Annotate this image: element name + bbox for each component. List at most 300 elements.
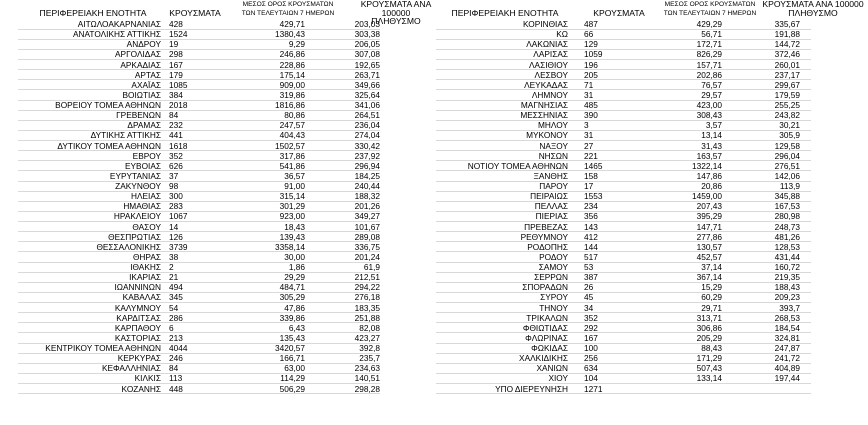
per-100000-value: 298,28 — [354, 383, 380, 394]
per-100000-value: 160,72 — [774, 262, 800, 272]
region-name: ΙΚΑΡΙΑΣ — [129, 272, 161, 283]
table-row — [18, 353, 438, 363]
cases-value: 412 — [584, 231, 598, 242]
per-100000-value: 276,18 — [354, 292, 380, 303]
region-name: ΚΑΛΥΜΝΟΥ — [114, 302, 161, 313]
per-100000-value: 423,27 — [354, 332, 380, 343]
per-100000-value: 341,06 — [354, 100, 380, 110]
table-row — [436, 333, 866, 343]
table-row — [18, 262, 438, 272]
header-cases: ΚΡΟΥΣΜΑΤΑ — [593, 8, 645, 18]
average-7day-value: 395,29 — [696, 211, 722, 222]
cases-value: 158 — [584, 170, 598, 181]
table-row — [18, 120, 438, 130]
header-region: ΠΕΡΙΦΕΡΕΙΑΚΗ ΕΝΟΤΗΤΑ — [451, 8, 559, 18]
table-row — [436, 242, 866, 252]
average-7day-value: 429,71 — [279, 19, 305, 29]
average-7day-value: 18,43 — [284, 221, 305, 232]
cases-value: 21 — [169, 272, 179, 283]
cases-value: 234 — [584, 201, 598, 212]
average-7day-value: 228,86 — [279, 59, 305, 70]
per-100000-value: 236,04 — [354, 120, 380, 131]
average-7day-value: 29,57 — [701, 89, 722, 100]
region-name: ΤΡΙΚΑΛΩΝ — [526, 312, 568, 323]
per-100000-value: 289,08 — [354, 231, 380, 242]
cases-value: 38 — [169, 251, 179, 262]
header-region: ΠΕΡΙΦΕΡΕΙΑΚΗ ΕΝΟΤΗΤΑ — [39, 8, 147, 18]
per-100000-value: 345,88 — [774, 191, 800, 202]
region-name: ΝΗΣΩΝ — [538, 150, 568, 161]
average-7day-value: 139,43 — [279, 231, 305, 242]
average-7day-value: 313,71 — [696, 312, 722, 323]
table-row — [436, 19, 866, 29]
cases-value: 144 — [584, 241, 598, 252]
table-row — [436, 110, 866, 120]
average-7day-value: 63,00 — [284, 363, 305, 374]
table-row — [18, 201, 438, 211]
table-row — [18, 282, 438, 292]
average-7day-value: 367,14 — [696, 272, 722, 283]
average-7day-value: 909,00 — [279, 79, 305, 90]
region-name: ΖΑΚΥΝΘΟΥ — [115, 181, 161, 191]
region-name: ΚΕΦΑΛΛΗΝΙΑΣ — [101, 363, 161, 374]
region-name: ΚΟΡΙΝΘΙΑΣ — [523, 19, 568, 29]
header-cases: ΚΡΟΥΣΜΑΤΑ — [169, 8, 221, 18]
table-row — [436, 60, 866, 70]
cases-value: 1059 — [584, 49, 603, 60]
average-7day-value: 305,29 — [279, 292, 305, 303]
cases-value: 126 — [169, 231, 183, 242]
average-7day-value: 37,14 — [701, 262, 722, 272]
per-100000-value: 349,66 — [354, 79, 380, 90]
per-100000-value: 188,32 — [354, 191, 380, 202]
table-row — [18, 70, 438, 80]
row-divider — [18, 393, 380, 394]
header-7day-average — [658, 1, 762, 18]
region-name: ΒΟΙΩΤΙΑΣ — [122, 89, 161, 100]
table-row — [436, 313, 866, 323]
region-name: ΛΑΣΙΘΙΟΥ — [529, 59, 568, 70]
region-name: ΤΗΝΟΥ — [539, 302, 568, 313]
cases-value: 4044 — [169, 343, 188, 353]
per-100000-value: 61,9 — [363, 262, 380, 272]
average-7day-value: 826,29 — [696, 49, 722, 60]
region-name: ΕΥΒΟΙΑΣ — [124, 160, 161, 171]
cases-value: 441 — [169, 130, 183, 141]
region-name: ΛΕΥΚΑΔΑΣ — [524, 79, 568, 90]
per-100000-value: 235,7 — [359, 353, 380, 364]
region-name: ΚΑΣΤΟΡΙΑΣ — [114, 332, 161, 343]
cases-value: 167 — [584, 332, 598, 343]
table-row — [436, 80, 866, 90]
table-row — [436, 222, 866, 232]
average-7day-value: 423,00 — [696, 100, 722, 110]
region-name: ΧΙΟΥ — [548, 373, 568, 384]
average-7day-value: 3420,57 — [275, 343, 305, 353]
table-row — [436, 292, 866, 302]
table-row — [436, 161, 866, 171]
average-7day-value: 484,71 — [279, 282, 305, 293]
header-per-100000-line2: ΠΛΗΘΥΣΜΟ — [371, 16, 421, 26]
header-7day-average-line1: ΜΕΣΟΣ ΟΡΟΣ ΚΡΟΥΣΜΑΤΩΝ — [664, 1, 756, 8]
table-row — [18, 29, 438, 39]
per-100000-value: 240,44 — [354, 181, 380, 191]
per-100000-value: 349,27 — [354, 211, 380, 222]
per-100000-value: 305,9 — [779, 130, 800, 141]
cases-value: 448 — [169, 383, 183, 394]
cases-value: 352 — [169, 150, 183, 161]
region-name: ΘΗΡΑΣ — [132, 251, 161, 262]
region-name: ΑΝΑΤΟΛΙΚΗΣ ΑΤΤΙΚΗΣ — [72, 29, 161, 40]
region-name: ΜΥΚΟΝΟΥ — [526, 130, 568, 141]
cases-value: 167 — [169, 59, 183, 70]
average-7day-value: 506,29 — [279, 383, 305, 394]
per-100000-value: 336,75 — [354, 241, 380, 252]
region-name: ΛΗΜΝΟΥ — [531, 89, 568, 100]
per-100000-value: 203,03 — [354, 19, 380, 29]
region-name: ΛΑΚΩΝΙΑΣ — [526, 39, 568, 50]
per-100000-value: 184,25 — [354, 170, 380, 181]
cases-value: 1465 — [584, 160, 603, 171]
average-7day-value: 157,71 — [696, 59, 722, 70]
table-row — [436, 252, 866, 262]
table-row — [436, 49, 866, 59]
header-per-100000-line2: ΠΛΗΘΥΣΜΟ — [788, 7, 838, 18]
per-100000-value: 167,53 — [774, 201, 800, 212]
per-100000-value: 325,64 — [354, 89, 380, 100]
per-100000-value: 268,53 — [774, 312, 800, 323]
average-7day-value: 507,43 — [696, 363, 722, 374]
per-100000-value: 101,67 — [354, 221, 380, 232]
cases-value: 1524 — [169, 29, 188, 40]
table-row — [18, 313, 438, 323]
cases-value: 1553 — [584, 191, 603, 202]
average-7day-value: 339,86 — [279, 312, 305, 323]
cases-value: 487 — [584, 19, 598, 29]
cases-value: 256 — [584, 353, 598, 364]
cases-value: 356 — [584, 211, 598, 222]
table-row — [436, 272, 866, 282]
per-100000-value: 191,88 — [774, 29, 800, 40]
region-name: ΒΟΡΕΙΟΥ ΤΟΜΕΑ ΑΘΗΝΩΝ — [55, 100, 161, 110]
table-row — [18, 303, 438, 313]
per-100000-value: 260,01 — [774, 59, 800, 70]
region-name: ΥΠΟ ΔΙΕΡΕΥΝΗΣΗ — [495, 383, 568, 394]
table-row — [18, 252, 438, 262]
cases-value: 626 — [169, 160, 183, 171]
per-100000-value: 219,35 — [774, 272, 800, 283]
cases-value: 205 — [584, 69, 598, 80]
table-row — [436, 373, 866, 383]
region-name: ΚΕΝΤΡΙΚΟΥ ΤΟΜΕΑ ΑΘΗΝΩΝ — [45, 343, 161, 353]
average-7day-value: 452,57 — [696, 251, 722, 262]
average-7day-value: 172,71 — [696, 39, 722, 50]
region-name: ΑΝΔΡΟΥ — [126, 39, 161, 50]
region-name: ΡΟΔΟΥ — [539, 251, 568, 262]
per-100000-value: 183,35 — [354, 302, 380, 313]
region-name: ΗΜΑΘΙΑΣ — [123, 201, 161, 212]
cases-value: 384 — [169, 89, 183, 100]
average-7day-value: 36,57 — [284, 170, 305, 181]
average-7day-value: 301,29 — [279, 201, 305, 212]
region-name: ΘΕΣΣΑΛΟΝΙΚΗΣ — [96, 241, 161, 252]
average-7day-value: 88,43 — [701, 343, 722, 353]
per-100000-value: 82,08 — [359, 322, 380, 333]
average-7day-value: 147,71 — [696, 221, 722, 232]
average-7day-value: 30,00 — [284, 251, 305, 262]
per-100000-value: 243,82 — [774, 110, 800, 121]
average-7day-value: 205,29 — [696, 332, 722, 343]
per-100000-value: 255,25 — [774, 100, 800, 110]
cases-value: 98 — [169, 181, 179, 191]
average-7day-value: 20,86 — [701, 181, 722, 191]
table-row — [18, 141, 438, 151]
cases-value: 387 — [584, 272, 598, 283]
average-7day-value: 1,86 — [288, 262, 305, 272]
cases-value: 66 — [584, 29, 594, 40]
table-row — [18, 60, 438, 70]
cases-value: 485 — [584, 100, 598, 110]
average-7day-value: 1380,43 — [275, 29, 305, 40]
cases-value: 31 — [584, 130, 594, 141]
per-100000-value: 237,92 — [354, 150, 380, 161]
cases-value: 17 — [584, 181, 594, 191]
average-7day-value: 171,29 — [696, 353, 722, 364]
average-7day-value: 76,57 — [701, 79, 722, 90]
region-name: ΠΕΛΛΑΣ — [534, 201, 568, 212]
average-7day-value: 306,86 — [696, 322, 722, 333]
average-7day-value: 130,57 — [696, 241, 722, 252]
region-name: ΗΛΕΙΑΣ — [130, 191, 161, 202]
table-row — [18, 161, 438, 171]
header-per-100000-line1: ΚΡΟΥΣΜΑΤΑ ΑΝΑ 100000 — [762, 0, 864, 9]
table-row — [18, 191, 438, 201]
table-row — [18, 323, 438, 333]
per-100000-value: 142,06 — [774, 170, 800, 181]
cases-value: 37 — [169, 170, 179, 181]
per-100000-value: 431,44 — [774, 251, 800, 262]
cases-value: 6 — [169, 322, 174, 333]
average-7day-value: 29,71 — [701, 302, 722, 313]
cases-value: 3 — [584, 120, 589, 131]
per-100000-value: 188,43 — [774, 282, 800, 293]
average-7day-value: 246,86 — [279, 49, 305, 60]
average-7day-value: 3,57 — [705, 120, 722, 131]
per-100000-value: 404,89 — [774, 363, 800, 374]
table-row — [436, 232, 866, 242]
right-table-body — [436, 19, 866, 394]
average-7day-value: 923,00 — [279, 211, 305, 222]
table-row — [436, 70, 866, 80]
region-name: ΜΗΛΟΥ — [538, 120, 568, 131]
average-7day-value: 163,57 — [696, 150, 722, 161]
table-row — [436, 343, 866, 353]
average-7day-value: 1322,14 — [692, 160, 722, 171]
region-name: ΑΡΚΑΔΙΑΣ — [120, 59, 161, 70]
table-row — [436, 384, 866, 394]
average-7day-value: 147,86 — [696, 170, 722, 181]
table-row — [18, 343, 438, 353]
header-per-100000-line1: ΚΡΟΥΣΜΑΤΑ ΑΝΑ 100000 — [360, 0, 432, 18]
right-table — [436, 0, 866, 394]
average-7day-value: 9,29 — [288, 39, 305, 50]
per-100000-value: 113,9 — [779, 181, 800, 191]
region-name: ΜΑΓΝΗΣΙΑΣ — [520, 100, 568, 110]
region-name: ΡΟΔΟΠΗΣ — [527, 241, 568, 252]
per-100000-value: 179,59 — [774, 89, 800, 100]
cases-value: 14 — [169, 221, 179, 232]
average-7day-value: 207,43 — [696, 201, 722, 212]
table-row — [18, 110, 438, 120]
average-7day-value: 429,29 — [696, 19, 722, 29]
region-name: ΘΕΣΠΡΩΤΙΑΣ — [108, 231, 161, 242]
per-100000-value: 128,53 — [774, 241, 800, 252]
cases-value: 104 — [584, 373, 598, 384]
cases-value: 113 — [169, 373, 183, 384]
region-name: ΠΑΡΟΥ — [539, 181, 568, 191]
region-name: ΠΡΕΒΕΖΑΣ — [524, 221, 568, 232]
per-100000-value: 335,67 — [774, 19, 800, 29]
table-row — [18, 373, 438, 383]
cases-value: 34 — [584, 302, 594, 313]
region-name: ΔΥΤΙΚΗΣ ΑΤΤΙΚΗΣ — [90, 130, 161, 141]
region-name: ΔΥΤΙΚΟΥ ΤΟΜΕΑ ΑΘΗΝΩΝ — [57, 140, 161, 151]
cases-value: 300 — [169, 191, 183, 202]
region-name: ΦΛΩΡΙΝΑΣ — [525, 332, 568, 343]
cases-value: 100 — [584, 343, 598, 353]
cases-value: 71 — [584, 79, 594, 90]
cases-value: 27 — [584, 140, 594, 151]
average-7day-value: 319,86 — [279, 89, 305, 100]
average-7day-value: 317,86 — [279, 150, 305, 161]
region-name: ΛΕΣΒΟΥ — [534, 69, 568, 80]
average-7day-value: 175,14 — [279, 69, 305, 80]
table-row — [18, 151, 438, 161]
cases-value: 84 — [169, 363, 179, 374]
cases-value: 213 — [169, 332, 183, 343]
table-row — [436, 151, 866, 161]
right-table-header — [436, 0, 866, 19]
region-name: ΑΧΑΪΑΣ — [131, 79, 161, 90]
table-row — [18, 272, 438, 282]
average-7day-value: 60,29 — [701, 292, 722, 303]
per-100000-value: 481,26 — [774, 231, 800, 242]
per-100000-value: 247,87 — [774, 343, 800, 353]
table-row — [436, 323, 866, 333]
table-row — [18, 80, 438, 90]
cases-value: 2 — [169, 262, 174, 272]
region-name: ΜΕΣΣΗΝΙΑΣ — [520, 110, 568, 121]
table-row — [436, 141, 866, 151]
average-7day-value: 1502,57 — [275, 140, 305, 151]
cases-value: 345 — [169, 292, 183, 303]
table-row — [436, 100, 866, 110]
cases-value: 45 — [584, 292, 594, 303]
average-7day-value: 277,86 — [696, 231, 722, 242]
region-name: ΣΑΜΟΥ — [538, 262, 568, 272]
per-100000-value: 251,88 — [354, 312, 380, 323]
average-7day-value: 133,14 — [696, 373, 722, 384]
cases-value: 1618 — [169, 140, 188, 151]
region-name: ΚΟΖΑΝΗΣ — [121, 383, 161, 394]
per-100000-value: 209,23 — [774, 292, 800, 303]
table-row — [436, 181, 866, 191]
left-table — [18, 0, 438, 394]
per-100000-value: 129,58 — [774, 140, 800, 151]
per-100000-value: 140,51 — [354, 373, 380, 384]
region-name: ΝΟΤΙΟΥ ΤΟΜΕΑ ΑΘΗΝΩΝ — [467, 160, 568, 171]
per-100000-value: 212,51 — [354, 272, 380, 283]
header-7day-average-line1: ΜΕΣΟΣ ΟΡΟΣ ΚΡΟΥΣΜΑΤΩΝ — [242, 1, 334, 8]
average-7day-value: 114,29 — [280, 373, 305, 384]
per-100000-value: 237,17 — [774, 69, 800, 80]
table-row — [18, 384, 438, 394]
average-7day-value: 202,86 — [696, 69, 722, 80]
region-name: ΚΑΡΔΙΤΣΑΣ — [116, 312, 161, 323]
average-7day-value: 541,86 — [279, 160, 305, 171]
cases-value: 292 — [584, 322, 598, 333]
cases-value: 53 — [584, 262, 594, 272]
cases-value: 84 — [169, 110, 179, 121]
per-100000-value: 30,21 — [779, 120, 800, 131]
region-name: ΝΑΞΟΥ — [539, 140, 568, 151]
average-7day-value: 13,14 — [701, 130, 722, 141]
table-row — [18, 211, 438, 221]
region-name: ΙΩΑΝΝΙΝΩΝ — [114, 282, 161, 293]
cases-value: 19 — [169, 39, 179, 50]
header-7day-average — [238, 1, 338, 18]
per-100000-value: 303,38 — [354, 29, 380, 40]
region-name: ΛΑΡΙΣΑΣ — [533, 49, 568, 60]
region-name: ΧΑΝΙΩΝ — [536, 363, 568, 374]
header-per-100000 — [762, 0, 864, 17]
table-row — [436, 130, 866, 140]
region-name: ΠΕΙΡΑΙΩΣ — [530, 191, 568, 202]
table-row — [436, 39, 866, 49]
table-row — [18, 90, 438, 100]
cases-value: 31 — [584, 89, 594, 100]
cases-value: 232 — [169, 120, 183, 131]
header-7day-average-line2: ΤΩΝ ΤΕΛΕΥΤΑΙΩΝ 7 ΗΜΕΡΩΝ — [663, 9, 757, 17]
cases-value: 634 — [584, 363, 598, 374]
cases-value: 3739 — [169, 241, 188, 252]
average-7day-value: 80,86 — [284, 110, 305, 121]
average-7day-value: 1816,86 — [275, 100, 305, 110]
cases-value: 179 — [169, 69, 183, 80]
average-7day-value: 247,57 — [279, 120, 305, 131]
average-7day-value: 315,14 — [279, 191, 305, 202]
per-100000-value: 392,8 — [359, 343, 380, 353]
cases-value: 143 — [584, 221, 598, 232]
region-name: ΚΩ — [556, 29, 568, 40]
cases-value: 26 — [584, 282, 594, 293]
region-name: ΚΑΒΑΛΑΣ — [122, 292, 161, 303]
left-table-body — [18, 19, 438, 394]
table-row — [18, 130, 438, 140]
cases-value: 286 — [169, 312, 183, 323]
region-name: ΑΡΤΑΣ — [134, 69, 161, 80]
cases-value: 517 — [584, 251, 598, 262]
region-name: ΠΙΕΡΙΑΣ — [535, 211, 568, 222]
table-row — [436, 363, 866, 373]
cases-value: 221 — [584, 150, 598, 161]
cases-value: 196 — [584, 59, 598, 70]
cases-value: 1067 — [169, 211, 188, 222]
average-7day-value: 15,29 — [701, 282, 722, 293]
table-row — [18, 232, 438, 242]
table-row — [18, 19, 438, 29]
table-row — [436, 201, 866, 211]
